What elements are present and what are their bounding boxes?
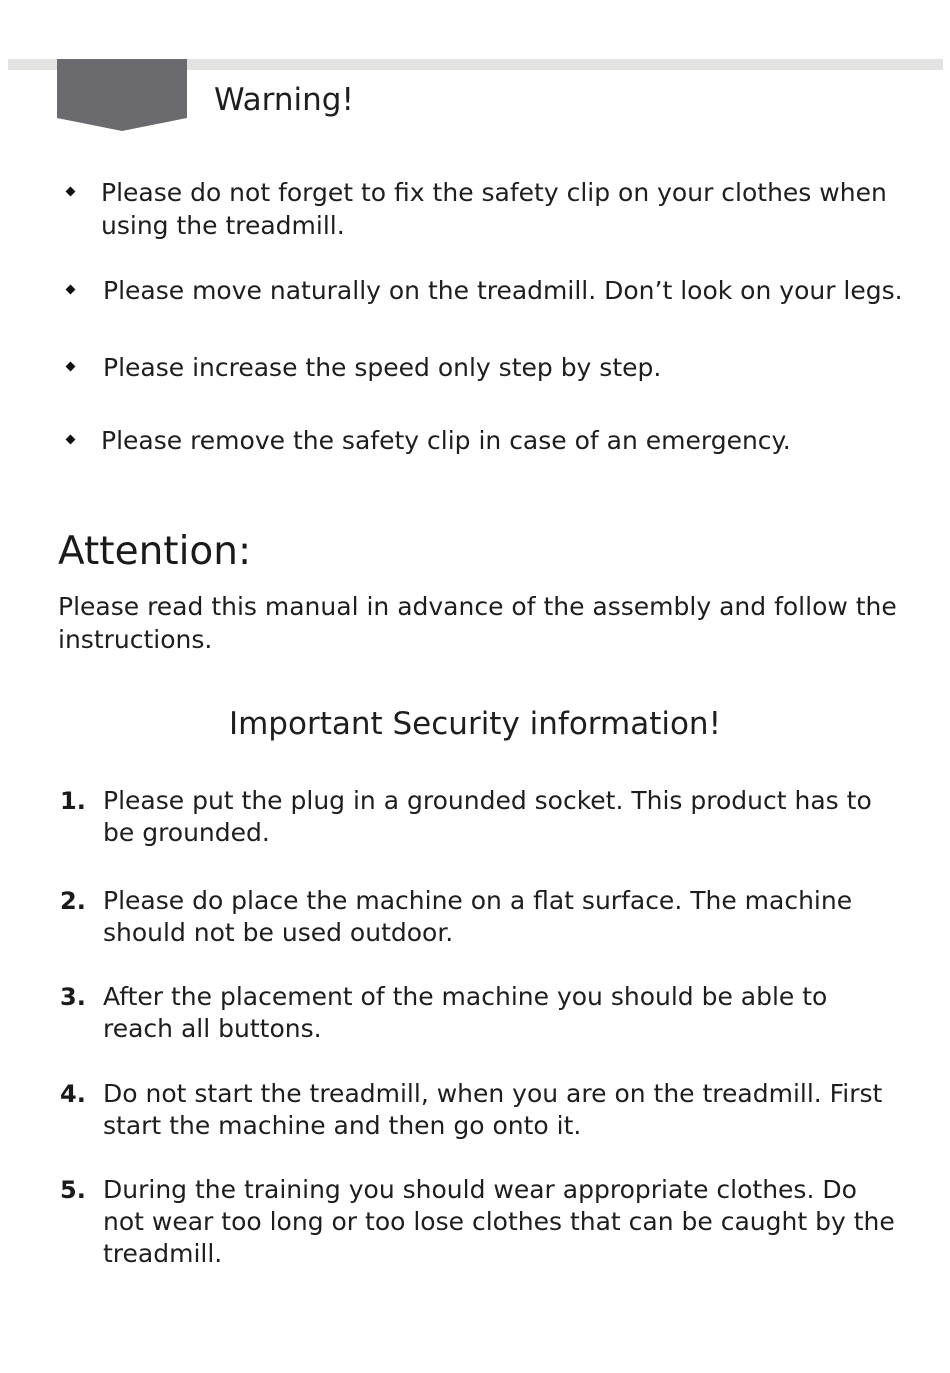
security-item-text: After the placement of the machine you should be able to reach all buttons.: [103, 982, 828, 1043]
warning-heading: Warning!: [214, 82, 354, 118]
warning-bullet-text: Please remove the safety clip in case of an emergency.: [101, 426, 791, 455]
bullet-diamond-icon: [66, 362, 76, 372]
bullet-diamond-icon: [66, 285, 76, 295]
warning-bullet-text: Please move naturally on the treadmill. Don’t look on your legs.: [103, 276, 903, 305]
security-item-text: During the training you should wear appropriate clothes. Do not wear too long or too lose clothes that can be caught by the treadmill.: [103, 1175, 895, 1268]
security-item-number: 3.: [60, 983, 86, 1011]
security-item-text: Please do place the machine on a flat surface. The machine should not be used outdoor.: [103, 886, 853, 947]
section-tab-marker: [57, 59, 187, 131]
security-item-text: Do not start the treadmill, when you are on the treadmill. First start the machine and then go onto it.: [103, 1079, 883, 1140]
security-item-number: 5.: [60, 1176, 86, 1204]
security-heading: Important Security information!: [228, 706, 722, 742]
warning-bullet-text: Please increase the speed only step by step.: [103, 353, 662, 382]
security-item-text: Please put the plug in a grounded socket. This product has to be grounded.: [103, 786, 872, 847]
warning-bullet-text: Please do not forget to fix the safety clip on your clothes when using the treadmill.: [101, 178, 887, 240]
security-item-number: 4.: [60, 1080, 86, 1108]
attention-heading: Attention:: [58, 529, 252, 574]
bullet-diamond-icon: [66, 187, 76, 197]
bullet-diamond-icon: [66, 435, 76, 445]
security-item-number: 2.: [60, 887, 86, 915]
security-item-number: 1.: [60, 787, 86, 815]
attention-paragraph: Please read this manual in advance of the assembly and follow the instructions.: [58, 592, 897, 654]
